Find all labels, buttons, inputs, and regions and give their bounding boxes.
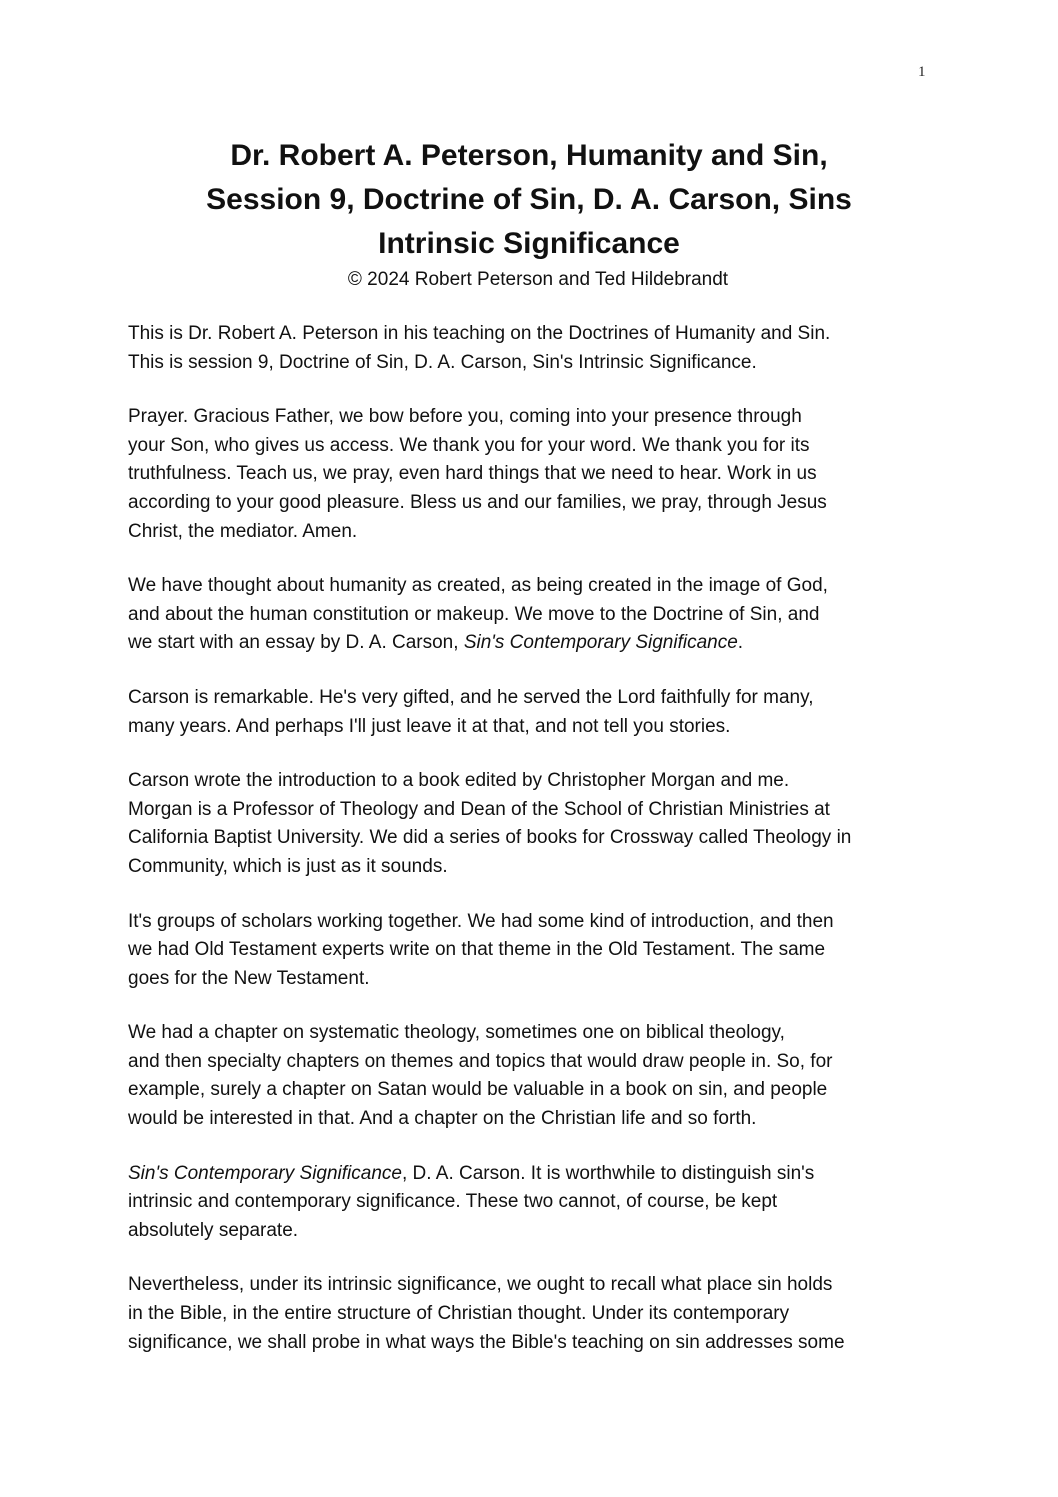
paragraph-text-end: .: [737, 632, 744, 654]
copyright-notice: © 2024 Robert Peterson and Ted Hildebrandt: [347, 269, 729, 290]
paragraph-chapters: We had a chapter on systematic theology, sometimes one on biblical theology, and then specialty chapters on themes and topics that would draw people in. So, for example, surely a chapter on Satan would be valuable in a book on sin, and people would be interested in that. And a chapter on the Christian life and so forth.: [128, 1022, 833, 1130]
paragraph-scholars: It's groups of scholars working together. We had some kind of introduction, and then we had Old Testament experts write on that theme in the Old Testament. The same goes for the New Testament.: [128, 910, 834, 989]
paragraph-book: Carson wrote the introduction to a book edited by Christopher Morgan and me. Morgan is a Professor of Theology and Dean of the School of Christian Ministries at California Baptist University. We did a series of books for Crossway called Theology in Community, which is just as it sounds.: [128, 770, 852, 877]
paragraph-doctrine-of-sin: [128, 572, 938, 658]
paragraph-carson: Carson is remarkable. He's very gifted, and he served the Lord faithfully for many, many years. And perhaps I'll just leave it at that, and not tell you stories.: [128, 686, 814, 737]
essay-title: Sin's Contemporary Significance: [463, 632, 738, 654]
paragraph-prayer: Prayer. Gracious Father, we bow before you, coming into your presence through your Son, who gives us access. We thank you for your word. We thank you for its truthfulness. Teach us, we pray, even hard things that we need to hear. Work in us according to your good pleasure. Bless us and our families, we pray, through Jesus Christ, the mediator. Amen.: [128, 406, 827, 542]
paragraph-essay: [128, 1160, 938, 1246]
essay-title: Sin's Contemporary Significance: [128, 1162, 402, 1184]
title-line-1: Dr. Robert A. Peterson, Humanity and Sin,: [230, 139, 828, 172]
paragraph-text: We have thought about humanity as created, as being created in the image of God, and about the human constitution or makeup. We move to the Doctrine of Sin, and we start with an essay by D. A. Carson,: [128, 575, 828, 654]
document-body: [128, 320, 938, 1383]
page-number: 1: [918, 64, 926, 80]
document-title: [128, 134, 930, 266]
paragraph-introduction: This is Dr. Robert A. Peterson in his teaching on the Doctrines of Humanity and Sin. This is session 9, Doctrine of Sin, D. A. Carson, Sin's Intrinsic Significance.: [128, 323, 831, 373]
paragraph-significance: Nevertheless, under its intrinsic significance, we ought to recall what place sin holds in the Bible, in the entire structure of Christian thought. Under its contemporary significance, we shall probe in what ways the Bible's teaching on sin addresses some: [128, 1274, 845, 1353]
title-line-3: Intrinsic Significance: [378, 227, 680, 260]
title-line-2: Session 9, Doctrine of Sin, D. A. Carson, Sins: [206, 183, 852, 216]
paragraph-text: , D. A. Carson. It is worthwhile to distinguish sin's intrinsic and contemporary significance. These two cannot, of course, be kept absolutely separate.: [128, 1162, 815, 1241]
